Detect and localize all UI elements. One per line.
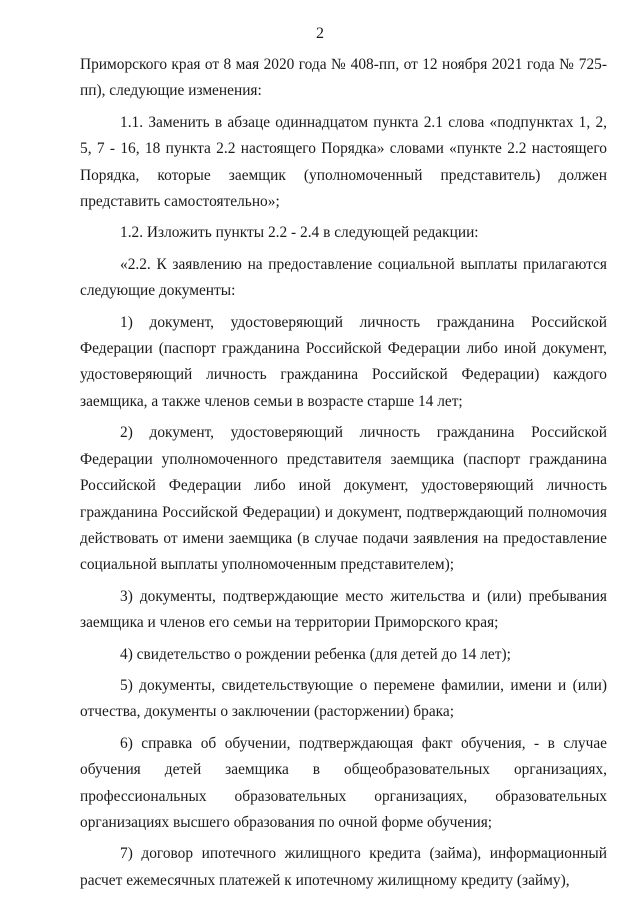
list-item-5: 5) документы, свидетельствующие о перемене фамилии, имени и (или) отчества, документы о заключении (расторжении) брака; [80,676,607,721]
list-item-4: 4) свидетельство о рождении ребенка (для детей до 14 лет); [120,645,511,663]
paragraph-2-2: «2.2. К заявлению на предоставление социальной выплаты прилагаются следующие документы: [80,255,607,300]
list-item-2: 2) документ, удостоверяющий личность гражданина Российской Федерации уполномоченного представителя заемщика (паспорт гражданина Российской Федерации либо иной документ, удостоверяющий личность гражданина Российской Федерации) и документ, подтверждающий полномочия действовать от имени заемщика (в случае подачи заявления на предоставление социальной выплаты уполномоченным представителем); [80,424,607,574]
paragraph-1-2: 1.2. Изложить пункты 2.2 - 2.4 в следующей редакции: [120,224,479,242]
list-item-3: 3) документы, подтверждающие место жительства и (или) пребывания заемщика и членов его семьи на территории Приморского края; [80,587,607,632]
page-number: 2 [316,25,324,42]
list-item-7: 7) договор ипотечного жилищного кредита (займа), информационный расчет ежемесячных платежей к ипотечному жилищному кредиту (займу), [80,845,607,889]
paragraph-1-1: 1.1. Заменить в абзаце одиннадцатом пункта 2.1 слова «подпунктах 1, 2, 5, 7 - 16, 18 пункта 2.2 настоящего Порядка» словами «пункте 2.2 настоящего Порядка, которые заемщик (уполномоченный представитель) должен представить самостоятельно»; [80,113,607,211]
list-item-6: 6) справка об обучении, подтверждающая факт обучения, - в случае обучения детей заемщика в общеобразовательных организациях, профессиональных образовательных организациях, образовательных организациях высшего образования по очной форме обучения; [80,734,607,831]
document-body [80,52,607,894]
list-item-1: 1) документ, удостоверяющий личность гражданина Российской Федерации (паспорт гражданина Российской Федерации либо иной документ, удостоверяющий личность гражданина Российской Федерации) каждого заемщика, а также членов семьи в возрасте старше 14 лет; [80,313,607,410]
paragraph-intro: Приморского края от 8 мая 2020 года № 408-пп, от 12 ноября 2021 года № 725-пп), следующие изменения: [80,56,607,100]
